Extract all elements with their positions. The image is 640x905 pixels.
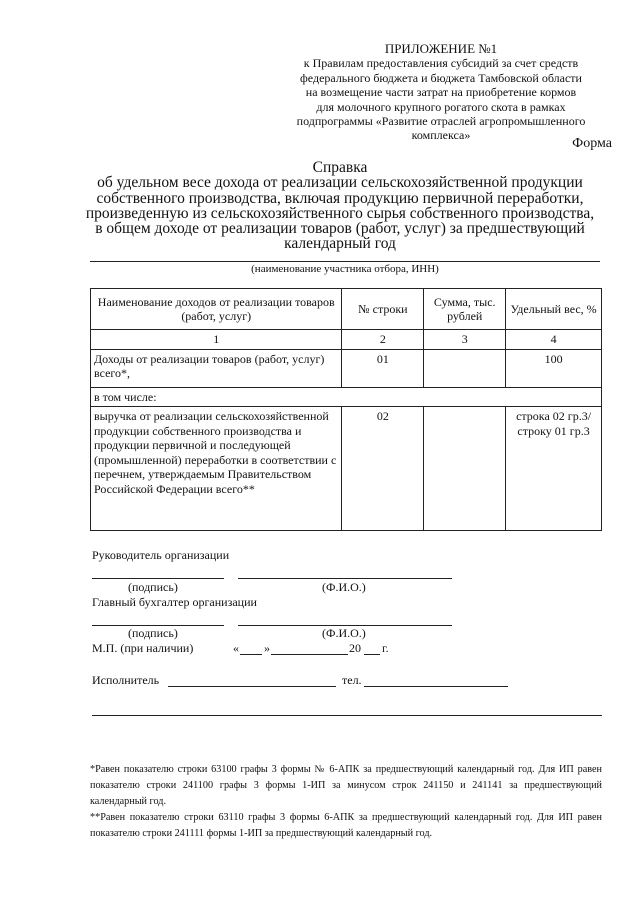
date-open-quote: « [233,641,239,655]
participant-name-field[interactable] [90,261,600,262]
footnote-2: **Равен показателю строки 63110 графы 3 формы 6-АПК за предшествующий календарный год. Для ИП равен показателю строки 241111 формы 1-ИП за предшествующий календарный год. [90,812,602,839]
date-year-suffix: г. [382,641,389,655]
head-signature-field[interactable] [92,578,224,579]
column-number: 1 [91,330,342,350]
executor-field[interactable] [168,686,336,687]
participant-caption: (наименование участника отбора, ИНН) [251,263,439,275]
appendix-line: для молочного крупного рогатого скота в рамках [316,99,566,114]
date-day-field[interactable] [240,654,262,655]
row1-line: 01 [342,349,424,387]
executor-label: Исполнитель [92,673,160,687]
head-fio-field[interactable] [238,578,452,579]
heading-line: об удельном весе дохода от реализации сельскохозяйственной продукции [97,174,583,192]
appendix-line: федерального бюджета и бюджета Тамбовской области [300,70,582,85]
footnote-1: *Равен показателю строки 63100 графы 3 формы № 6-АПК за предшествующий календарный год. Для ИП равен показателю строки 241100 графы 3 формы 1-ИП за минусом строк 241150 и 241141 за предшествующий календарный год. [90,764,602,807]
column-number: 3 [424,330,506,350]
fio-caption: (Ф.И.О.) [322,580,366,594]
row2-line: 02 [342,407,424,531]
appendix-block [270,42,612,143]
signature-caption: (подпись) [128,580,178,594]
appendix-title: ПРИЛОЖЕНИЕ №1 [384,41,498,56]
header-share: Удельный вес, % [506,289,602,330]
header-line-number: № строки [342,289,424,330]
appendix-line: подпрограммы «Развитие отраслей агропромышленного [296,114,586,129]
head-of-organization-label: Руководитель организации [92,548,230,562]
stamp-label: М.П. (при наличии) [92,641,194,655]
heading-line: собственного производства, включая продукцию первичной переработки, [96,189,584,207]
appendix-line: к Правилам предоставления субсидий за счет средств [303,56,579,71]
date-month-field[interactable] [271,654,348,655]
date-year-prefix: 20 [349,641,361,655]
heading-line: произведенную из сельскохозяйственного сырья собственного производства, [85,204,595,222]
phone-label: тел. [342,673,362,687]
row1-name: Доходы от реализации товаров (работ, услуг) всего*, [91,349,342,387]
additional-line [92,715,602,716]
footnotes [90,762,602,842]
appendix-line: комплекса» [411,128,471,143]
row1-sum[interactable] [424,349,506,387]
income-table [90,288,602,531]
row1-share: 100 [506,349,602,387]
header-income-name: Наименование доходов от реализации товаров (работ, услуг) [91,289,342,330]
date-year-field[interactable] [364,654,380,655]
appendix-line: на возмещение части затрат на приобретение кормов [305,85,577,100]
row2-name: выручка от реализации сельскохозяйственной продукции собственного производства и продукции первичной и последующей (промышленной) переработки в соответствии с перечнем, утверждаемым Правительством Российской Федерации всего** [91,407,342,531]
heading-title: Справка [312,159,368,176]
table-header-row [91,289,602,330]
chief-accountant-label: Главный бухгалтер организации [92,595,257,609]
including-label: в том числе: [91,387,602,407]
document-heading [60,160,620,252]
form-label: Форма [572,136,612,151]
heading-line: в общем доходе от реализации товаров (работ, услуг) за предшествующий [95,220,585,238]
heading-line: календарный год [284,235,396,253]
table-row [91,387,602,407]
column-number: 4 [506,330,602,350]
phone-field[interactable] [364,686,508,687]
table-row [91,407,602,531]
table-row [91,349,602,387]
header-sum: Сумма, тыс. рублей [424,289,506,330]
date-close-quote: » [264,641,270,655]
column-number-row [91,330,602,350]
row2-sum[interactable] [424,407,506,531]
fio-caption: (Ф.И.О.) [322,626,366,640]
row2-share: строка 02 гр.3/ строку 01 гр.3 [506,407,602,531]
signature-caption: (подпись) [128,626,178,640]
column-number: 2 [342,330,424,350]
